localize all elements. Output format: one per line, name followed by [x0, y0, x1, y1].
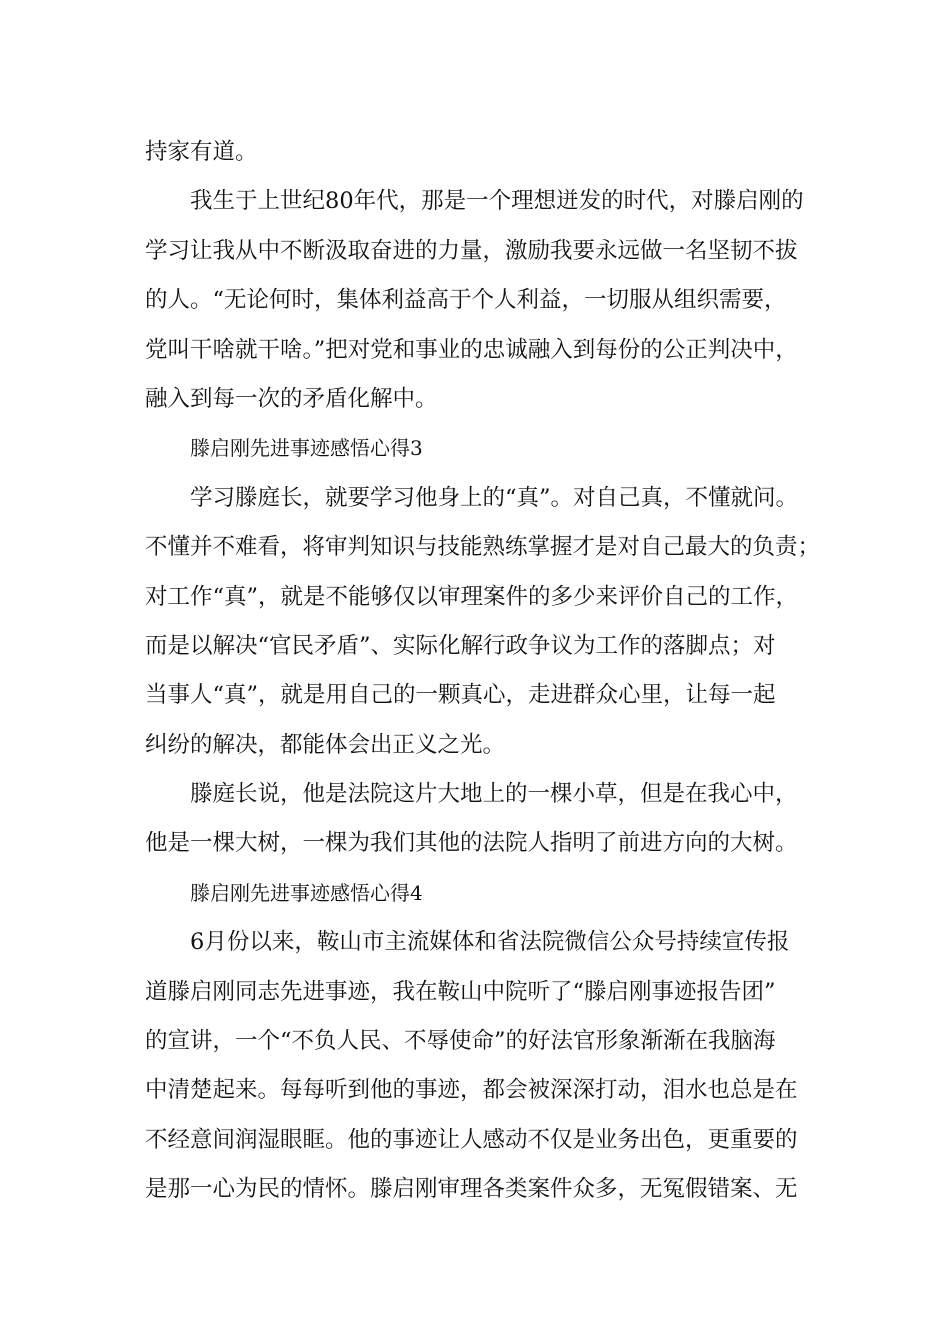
- text-line: 对工作“真”，就是不能够仅以审理案件的多少来评价自己的工作，: [145, 583, 799, 610]
- text-line: 的人。“无论何时，集体利益高于个人利益，一切服从组织需要，: [145, 287, 787, 314]
- text-line: 我生于上世纪80年代，那是一个理想迸发的时代，对滕启刚的: [190, 188, 804, 215]
- text-line: 持家有道。: [145, 139, 258, 165]
- text-line: 当事人“真”，就是用自己的一颗真心，走进群众心里，让每一起: [145, 682, 776, 709]
- text-line: 不懂并不难看，将审判知识与技能熟练掌握才是对自己最大的负责；: [145, 534, 821, 561]
- text-line: 6月份以来，鞍山市主流媒体和省法院微信公众号持续宣传报: [190, 929, 790, 956]
- text-line: 道滕启刚同志先进事迹，我在鞍山中院听了“滕启刚事迹报告团”: [145, 978, 776, 1005]
- text-line: 而是以解决“官民矛盾”、实际化解行政争议为工作的落脚点；对: [145, 632, 776, 659]
- text-line: 学习滕庭长，就要学习他身上的“真”。对自己真，不懂就问。: [190, 484, 799, 511]
- document-body: [145, 128, 825, 1215]
- section-heading: 滕启刚先进事迹感悟心得3: [190, 436, 423, 461]
- text-line: 是那一心为民的情怀。滕启刚审理各类案件众多，无冤假错案、无: [145, 1176, 798, 1203]
- text-line: 党叫干啥就干啥。”把对党和事业的忠诚融入到每份的公正判决中，: [145, 336, 798, 363]
- text-line: 他是一棵大树，一棵为我们其他的法院人指明了前进方向的大树。: [145, 830, 798, 857]
- text-line: 融入到每一次的矛盾化解中。: [145, 385, 438, 412]
- text-line: 滕庭长说，他是法院这片大地上的一棵小草，但是在我心中，: [190, 781, 798, 808]
- text-line: 纠纷的解决，都能体会出正义之光。: [145, 731, 506, 758]
- text-line: 不经意间润湿眼眶。他的事迹让人感动不仅是业务出色，更重要的: [145, 1126, 798, 1153]
- text-line: 中清楚起来。每每听到他的事迹，都会被深深打动，泪水也总是在: [145, 1077, 798, 1104]
- section-heading: 滕启刚先进事迹感悟心得4: [190, 880, 423, 905]
- text-line: 的宣讲，一个“不负人民、不辱使命”的好法官形象渐渐在我脑海: [145, 1028, 776, 1055]
- text-line: 学习让我从中不断汲取奋进的力量，激励我要永远做一名坚韧不拔: [145, 237, 798, 264]
